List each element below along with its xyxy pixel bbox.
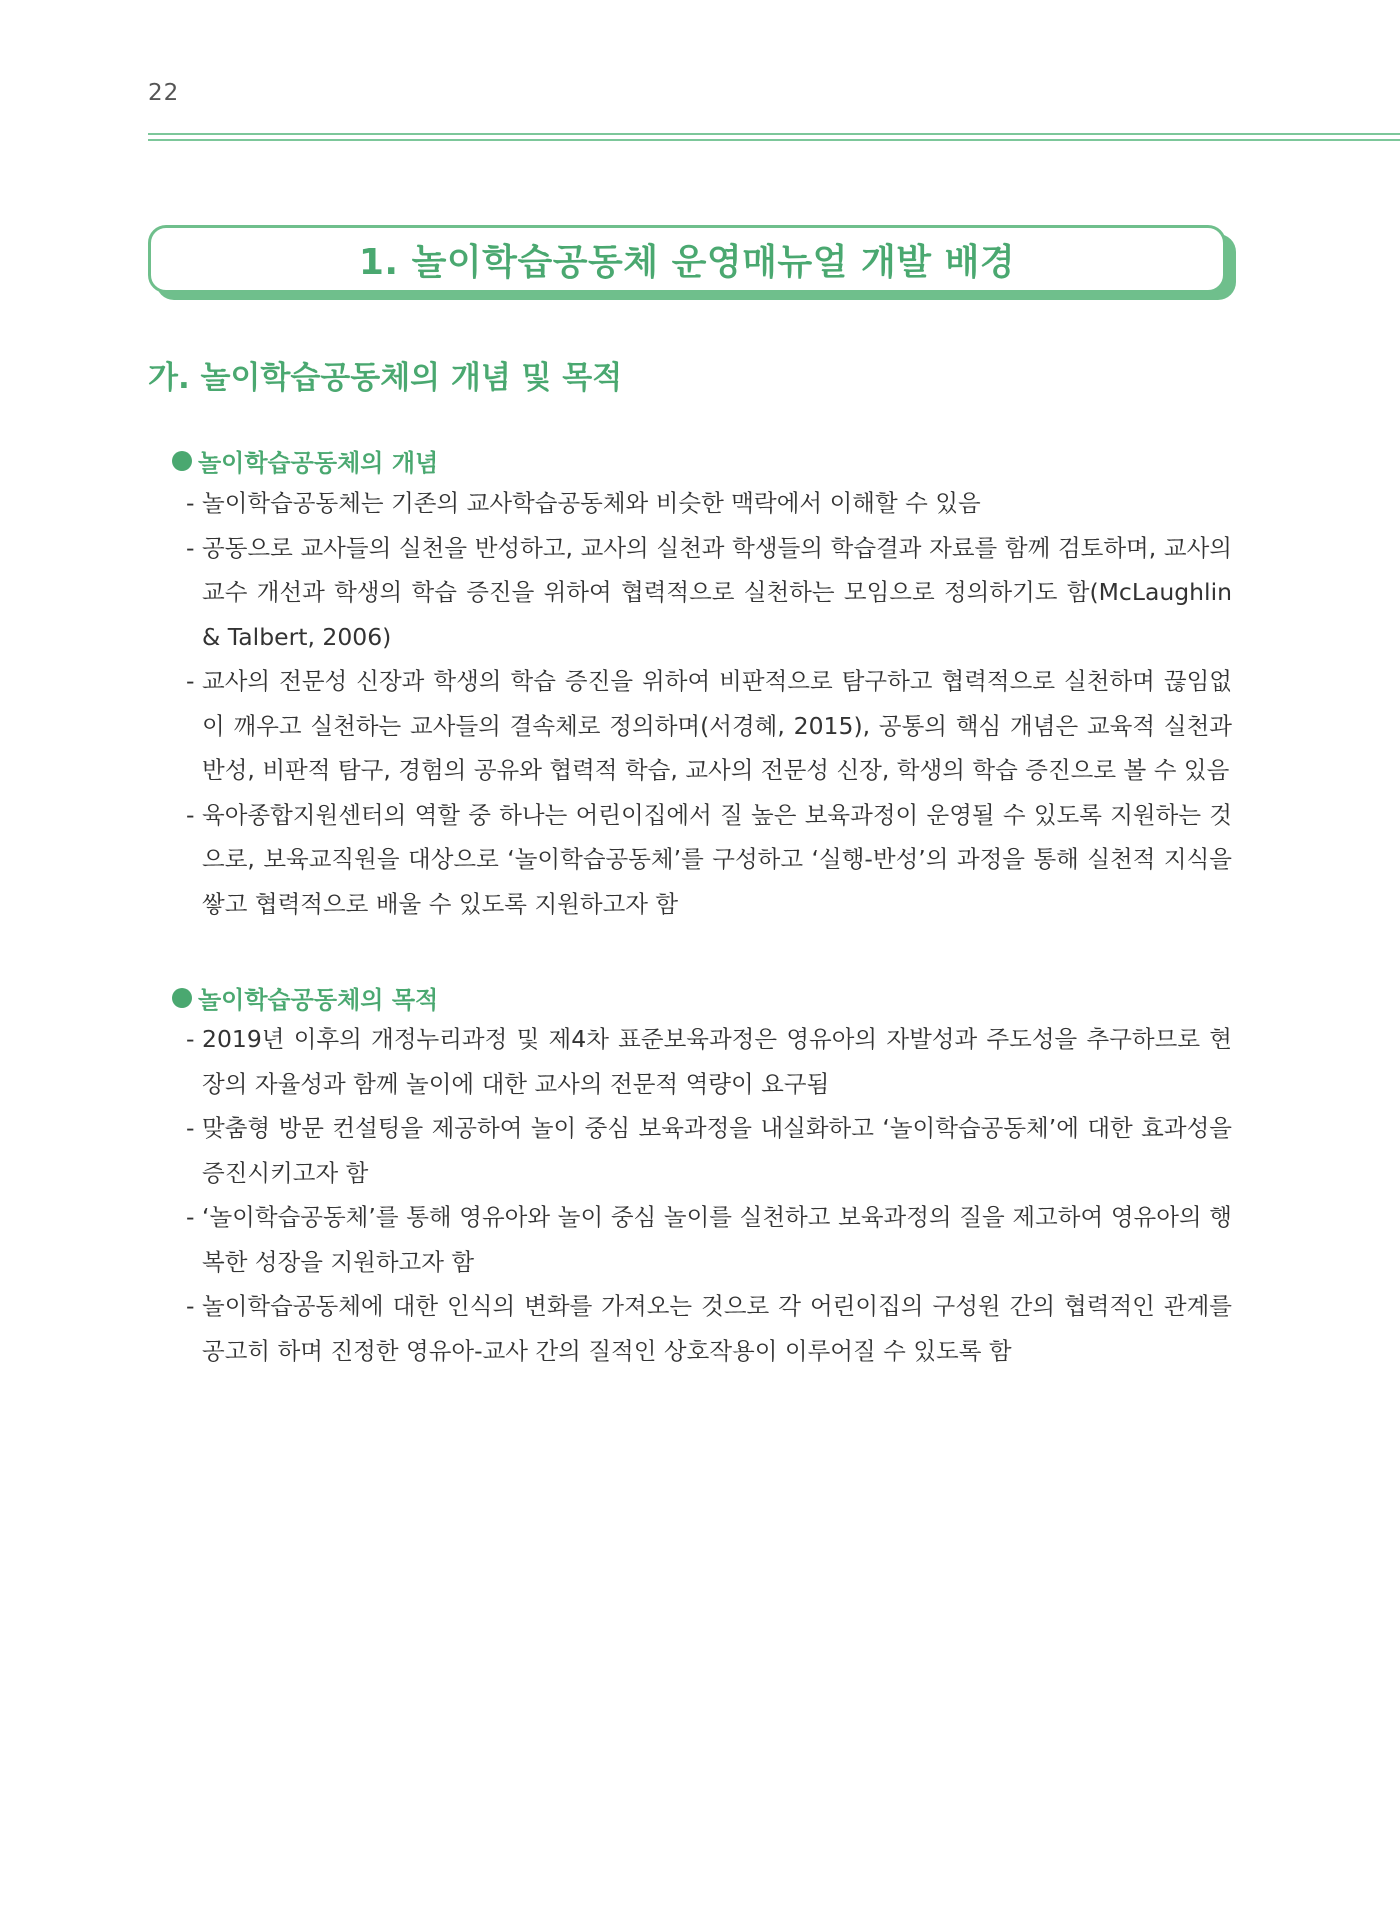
list-item: [186, 1195, 1232, 1284]
list-item: [186, 1284, 1232, 1373]
dash-icon: -: [186, 533, 195, 562]
list-item-text: 놀이학습공동체에 대한 인식의 변화를 가져오는 것으로 각 어린이집의 구성원 간의 협력적인 관계를 공고히 하며 진정한 영유아-교사 간의 질적인 상호작용이 이루어질 수 있도록 함: [202, 1292, 1232, 1365]
page-number: 22: [148, 80, 180, 106]
purpose-heading: [172, 980, 438, 1015]
list-item-text: 공동으로 교사들의 실천을 반성하고, 교사의 실천과 학생들의 학습결과 자료를 함께 검토하며, 교사의 교수 개선과 학생의 학습 증진을 위하여 협력적으로 실천하는 모임으로 정의하기도 함(McLaughlin & Talbert, 2006): [202, 533, 1232, 651]
bullet-dot-icon: [172, 451, 192, 471]
list-item: [186, 1106, 1232, 1195]
list-item: [186, 526, 1232, 660]
purpose-heading-text: 놀이학습공동체의 목적: [198, 986, 439, 1014]
chapter-title: 1. 놀이학습공동체 운영매뉴얼 개발 배경: [358, 241, 1016, 283]
list-item-text: 육아종합지원센터의 역할 중 하나는 어린이집에서 질 높은 보육과정이 운영될 수 있도록 지원하는 것으로, 보육교직원을 대상으로 ‘놀이학습공동체’를 구성하고 ‘실행-반성’의 과정을 통해 실천적 지식을 쌓고 협력적으로 배울 수 있도록 지원하고자 함: [202, 800, 1232, 918]
dash-icon: -: [186, 1203, 195, 1231]
list-item-text: 2019년 이후의 개정누리과정 및 제4차 표준보육과정은 영유아의 자발성과 주도성을 추구하므로 현장의 자율성과 함께 놀이에 대한 교사의 전문적 역량이 요구됨: [202, 1025, 1232, 1098]
list-item-text: ‘놀이학습공동체’를 통해 영유아와 놀이 중심 놀이를 실천하고 보육과정의 질을 제고하여 영유아의 행복한 성장을 지원하고자 함: [202, 1203, 1232, 1276]
list-item: [186, 481, 1232, 526]
concept-heading-text: 놀이학습공동체의 개념: [198, 449, 439, 477]
chapter-title-box: [148, 225, 1226, 293]
bullet-dot-icon: [172, 988, 192, 1008]
section-heading: 가. 놀이학습공동체의 개념 및 목적: [148, 360, 623, 396]
purpose-list: [186, 1017, 1232, 1373]
dash-icon: -: [186, 800, 195, 829]
concept-list: [186, 481, 1232, 926]
list-item: [186, 659, 1232, 793]
dash-icon: -: [186, 667, 195, 695]
concept-heading: [172, 443, 438, 478]
list-item: [186, 1017, 1232, 1106]
list-item: [186, 793, 1232, 927]
header-rule-top: [148, 133, 1400, 135]
dash-icon: -: [186, 1292, 195, 1320]
header-rule-bottom: [148, 139, 1400, 141]
dash-icon: -: [186, 1025, 195, 1053]
dash-icon: -: [186, 1114, 195, 1142]
list-item-text: 교사의 전문성 신장과 학생의 학습 증진을 위하여 비판적으로 탐구하고 협력적으로 실천하며 끊임없이 깨우고 실천하는 교사들의 결속체로 정의하며(서경혜, 2015), 공통의 핵심 개념은 교육적 실천과 반성, 비판적 탐구, 경험의 공유와 협력적 학습, 교사의 전문성 신장, 학생의 학습 증진으로 볼 수 있음: [202, 667, 1232, 784]
dash-icon: -: [186, 489, 195, 517]
list-item-text: 놀이학습공동체는 기존의 교사학습공동체와 비슷한 맥락에서 이해할 수 있음: [202, 489, 981, 517]
list-item-text: 맞춤형 방문 컨설팅을 제공하여 놀이 중심 보육과정을 내실화하고 ‘놀이학습공동체’에 대한 효과성을 증진시키고자 함: [202, 1114, 1232, 1187]
